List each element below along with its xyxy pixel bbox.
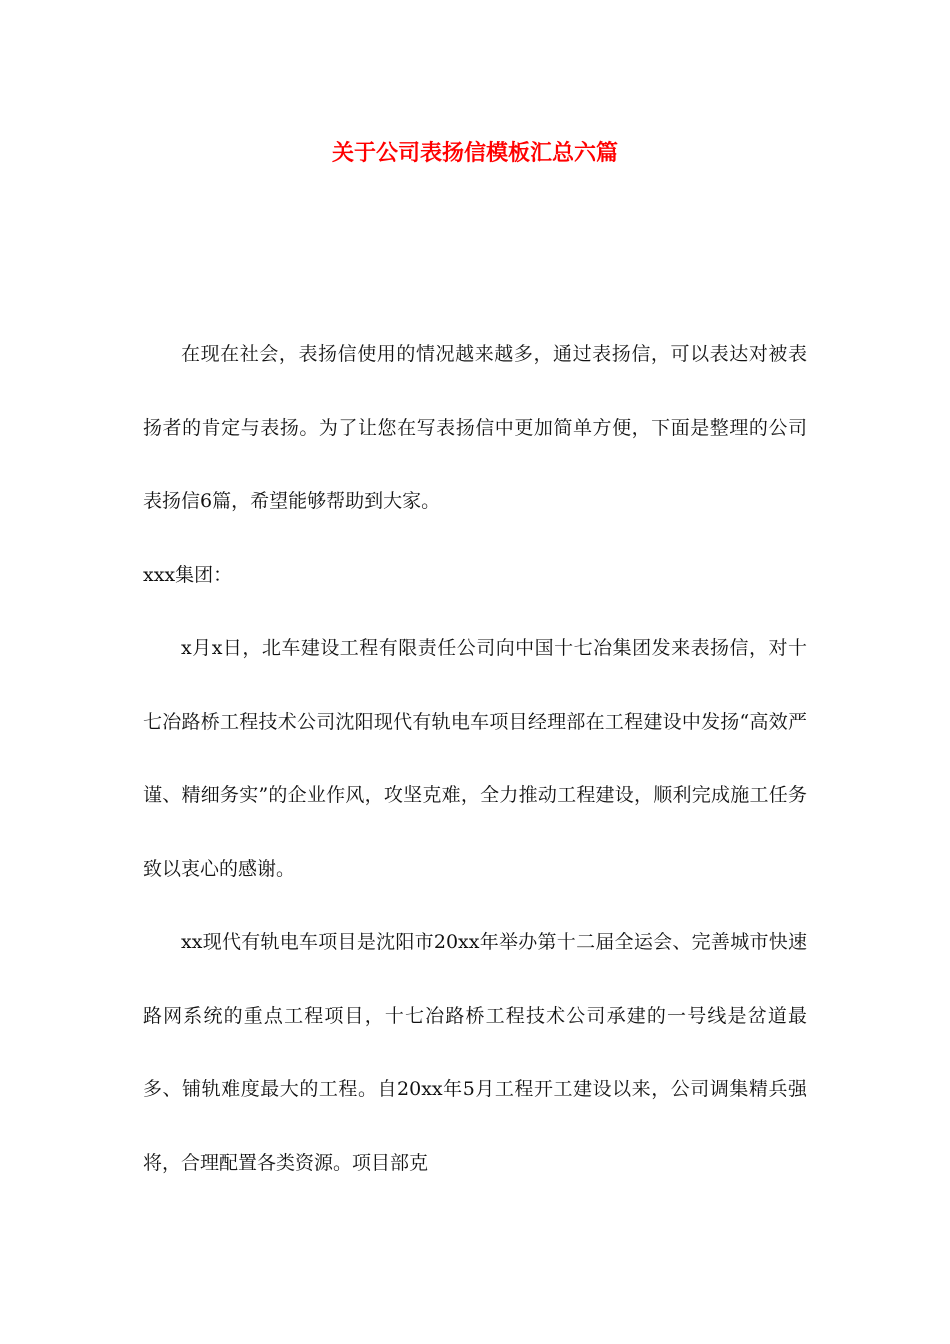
body-paragraph-1: x月x日，北车建设工程有限责任公司向中国十七冶集团发来表扬信，对十七冶路桥工程技术公司沈阳现代有轨电车项目经理部在工程建设中发扬“高效严谨、精细务实”的企业作风，攻坚克难，全力推动工程建设，顺利完成施工任务致以衷心的感谢。 [143, 637, 807, 880]
document-body [143, 318, 807, 1200]
intro-paragraph: 在现在社会，表扬信使用的情况越来越多，通过表扬信，可以表达对被表扬者的肯定与表扬。为了让您在写表扬信中更加简单方便，下面是整理的公司表扬信6篇，希望能够帮助到大家。 [143, 343, 807, 512]
document-title: 关于公司表扬信模板汇总六篇 [331, 141, 618, 166]
body-paragraph-2: xx现代有轨电车项目是沈阳市20xx年举办第十二届全运会、完善城市快速路网系统的重点工程项目，十七冶路桥工程技术公司承建的一号线是岔道最多、铺轨难度最大的工程。自20xx年5月工程开工建设以来，公司调集精兵强将，合理配置各类资源。项目部克 [143, 931, 807, 1174]
salutation: xxx集团： [143, 563, 233, 586]
